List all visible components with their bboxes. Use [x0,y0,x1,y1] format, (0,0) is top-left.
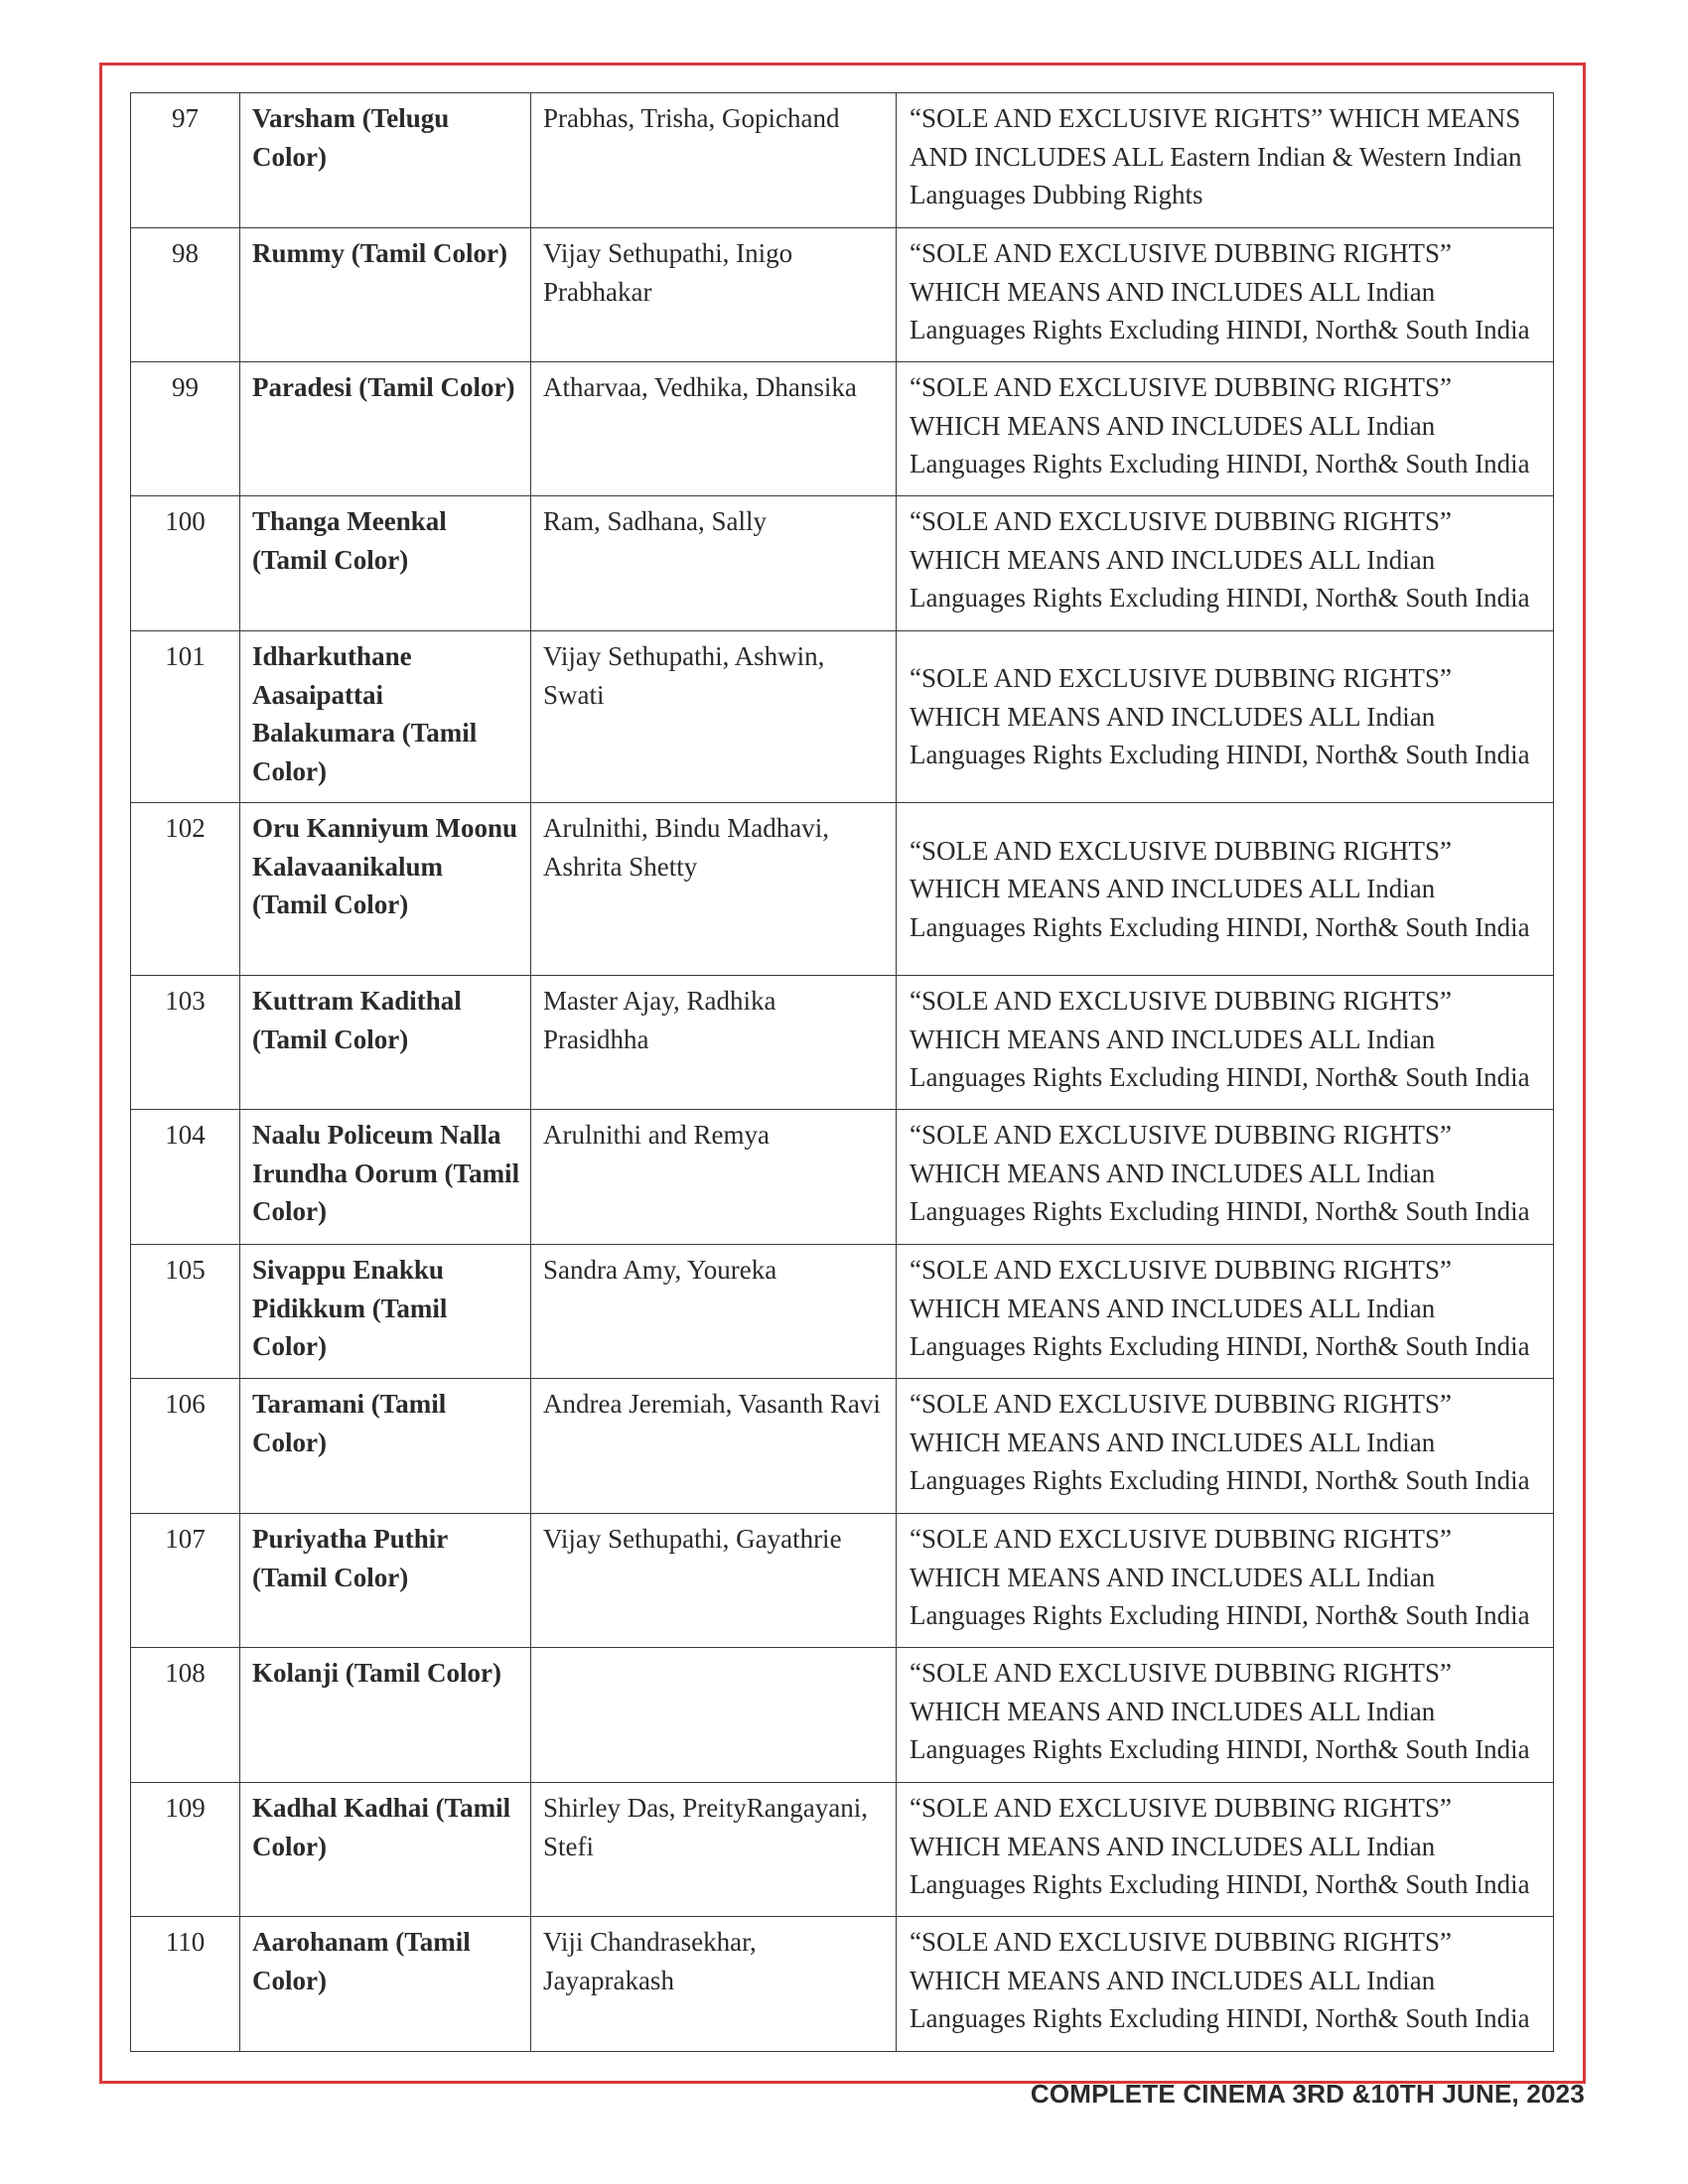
film-title: Paradesi (Tamil Color) [240,362,531,496]
film-title: Aarohanam (Tamil Color) [240,1917,531,2052]
film-cast: Atharvaa, Vedhika, Dhansika [531,362,897,496]
film-cast: Arulnithi and Remya [531,1110,897,1245]
rights-description: “SOLE AND EXCLUSIVE DUBBING RIGHTS” WHICH MEANS AND INCLUDES ALL Indian Languages Rights Excluding HINDI, North& South India [897,1917,1554,2052]
table-row [131,631,1554,803]
rights-description: “SOLE AND EXCLUSIVE DUBBING RIGHTS” WHICH MEANS AND INCLUDES ALL Indian Languages Rights Excluding HINDI, North& South India [897,228,1554,362]
table-row [131,1514,1554,1648]
rights-description: “SOLE AND EXCLUSIVE DUBBING RIGHTS” WHICH MEANS AND INCLUDES ALL Indian Languages Rights Excluding HINDI, North& South India [897,1514,1554,1648]
film-title: Oru Kanniyum Moonu Kalavaanikalum (Tamil Color) [240,803,531,976]
row-number: 108 [131,1648,240,1783]
row-number: 107 [131,1514,240,1648]
table-row [131,496,1554,631]
film-title: Thanga Meenkal (Tamil Color) [240,496,531,631]
row-number: 110 [131,1917,240,2052]
table-row [131,1245,1554,1379]
film-title: Kuttram Kadithal (Tamil Color) [240,976,531,1110]
film-title: Kolanji (Tamil Color) [240,1648,531,1783]
rights-description: “SOLE AND EXCLUSIVE DUBBING RIGHTS” WHICH MEANS AND INCLUDES ALL Indian Languages Rights Excluding HINDI, North& South India [897,631,1554,803]
table-row [131,1379,1554,1514]
film-title: Kadhal Kadhai (Tamil Color) [240,1783,531,1917]
film-cast: Vijay Sethupathi, Gayathrie [531,1514,897,1648]
film-cast: Sandra Amy, Youreka [531,1245,897,1379]
rights-description: “SOLE AND EXCLUSIVE DUBBING RIGHTS” WHICH MEANS AND INCLUDES ALL Indian Languages Rights Excluding HINDI, North& South India [897,1110,1554,1245]
row-number: 99 [131,362,240,496]
table-row [131,1110,1554,1245]
table-row [131,803,1554,976]
film-cast: Vijay Sethupathi, Ashwin, Swati [531,631,897,803]
film-cast: Viji Chandrasekhar, Jayaprakash [531,1917,897,2052]
film-cast: Prabhas, Trisha, Gopichand [531,93,897,228]
row-number: 109 [131,1783,240,1917]
table-row [131,976,1554,1110]
row-number: 105 [131,1245,240,1379]
film-title: Rummy (Tamil Color) [240,228,531,362]
film-cast: Vijay Sethupathi, Inigo Prabhakar [531,228,897,362]
row-number: 102 [131,803,240,976]
rights-description: “SOLE AND EXCLUSIVE DUBBING RIGHTS” WHICH MEANS AND INCLUDES ALL Indian Languages Rights Excluding HINDI, North& South India [897,803,1554,976]
rights-description: “SOLE AND EXCLUSIVE DUBBING RIGHTS” WHICH MEANS AND INCLUDES ALL Indian Languages Rights Excluding HINDI, North& South India [897,1379,1554,1514]
table-row [131,1783,1554,1917]
table-row [131,228,1554,362]
row-number: 103 [131,976,240,1110]
rights-description: “SOLE AND EXCLUSIVE DUBBING RIGHTS” WHICH MEANS AND INCLUDES ALL Indian Languages Rights Excluding HINDI, North& South India [897,362,1554,496]
film-title: Varsham (Telugu Color) [240,93,531,228]
row-number: 98 [131,228,240,362]
film-title: Idharkuthane Aasaipattai Balakumara (Tamil Color) [240,631,531,803]
row-number: 106 [131,1379,240,1514]
table-row [131,93,1554,228]
rights-description: “SOLE AND EXCLUSIVE DUBBING RIGHTS” WHICH MEANS AND INCLUDES ALL Indian Languages Rights Excluding HINDI, North& South India [897,976,1554,1110]
film-title: Naalu Policeum Nalla Irundha Oorum (Tamil Color) [240,1110,531,1245]
film-cast: Shirley Das, PreityRangayani, Stefi [531,1783,897,1917]
publication-footer: COMPLETE CINEMA 3RD &10TH JUNE, 2023 [1030,2079,1585,2109]
film-title: Puriyatha Puthir (Tamil Color) [240,1514,531,1648]
film-rights-table [130,92,1554,2052]
film-title: Taramani (Tamil Color) [240,1379,531,1514]
row-number: 101 [131,631,240,803]
table-row [131,1648,1554,1783]
film-cast: Arulnithi, Bindu Madhavi, Ashrita Shetty [531,803,897,976]
rights-description: “SOLE AND EXCLUSIVE DUBBING RIGHTS” WHICH MEANS AND INCLUDES ALL Indian Languages Rights Excluding HINDI, North& South India [897,1783,1554,1917]
film-cast [531,1648,897,1783]
row-number: 104 [131,1110,240,1245]
rights-description: “SOLE AND EXCLUSIVE DUBBING RIGHTS” WHICH MEANS AND INCLUDES ALL Indian Languages Rights Excluding HINDI, North& South India [897,1648,1554,1783]
film-cast: Ram, Sadhana, Sally [531,496,897,631]
film-cast: Master Ajay, Radhika Prasidhha [531,976,897,1110]
row-number: 100 [131,496,240,631]
rights-description: “SOLE AND EXCLUSIVE RIGHTS” WHICH MEANS AND INCLUDES ALL Eastern Indian & Western Indian Languages Dubbing Rights [897,93,1554,228]
film-cast: Andrea Jeremiah, Vasanth Ravi [531,1379,897,1514]
table-row [131,362,1554,496]
table-row [131,1917,1554,2052]
rights-description: “SOLE AND EXCLUSIVE DUBBING RIGHTS” WHICH MEANS AND INCLUDES ALL Indian Languages Rights Excluding HINDI, North& South India [897,1245,1554,1379]
row-number: 97 [131,93,240,228]
rights-description: “SOLE AND EXCLUSIVE DUBBING RIGHTS” WHICH MEANS AND INCLUDES ALL Indian Languages Rights Excluding HINDI, North& South India [897,496,1554,631]
film-title: Sivappu Enakku Pidikkum (Tamil Color) [240,1245,531,1379]
